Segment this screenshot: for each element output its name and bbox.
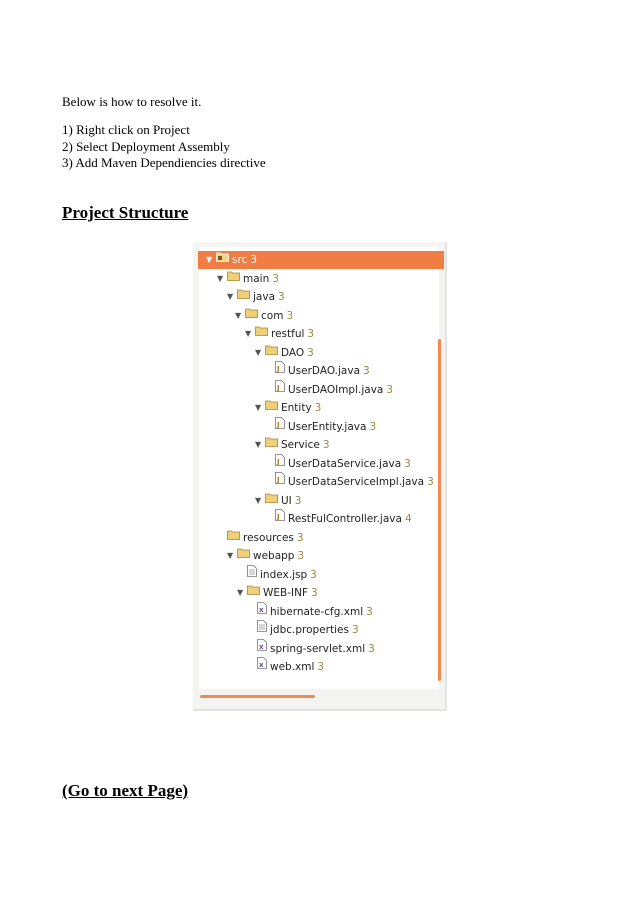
tree-item-label: spring-servlet.xml [270,643,366,655]
expand-arrow-icon[interactable]: ▼ [245,329,252,338]
tree-item-label: UI [281,495,292,507]
tree-item-label: jdbc.properties [270,624,349,636]
folder-icon [237,546,250,564]
svg-text:x: x [259,643,264,651]
java-file-icon [275,361,285,379]
tree-item-label: Service [281,439,320,451]
folder-icon [265,435,278,453]
tree-item-web-inf[interactable] [199,584,318,602]
tree-item-label: index.jsp [260,569,308,581]
svg-text:J: J [277,421,280,429]
tree-item-userdataserviceimpl-java[interactable] [199,473,434,491]
svg-text:J: J [277,365,280,373]
tree-item-label: webapp [253,550,295,562]
folder-icon [227,269,240,287]
tree-item-count: 3 [317,661,325,673]
svg-text:J: J [277,513,280,521]
tree-item-count: 4 [404,513,412,525]
tree-item-src[interactable] [198,251,444,269]
tree-item-count: 3 [297,550,305,562]
tree-item-label: web.xml [270,661,315,673]
tree-item-com[interactable] [199,307,293,325]
tree-item-label: java [253,291,275,303]
tree-item-count: 3 [250,254,258,266]
java-file-icon [275,509,285,527]
expand-arrow-icon[interactable]: ▼ [255,348,262,357]
folder-icon [237,287,250,305]
expand-arrow-icon[interactable]: ▼ [255,403,262,412]
tree-item-java[interactable] [199,288,285,306]
expand-arrow-icon[interactable]: ▼ [227,292,234,301]
tree-item-userentity-java[interactable] [199,418,376,436]
vertical-scrollbar[interactable] [438,339,441,681]
tree-item-restfulcontroller-java[interactable] [199,510,412,528]
tree-item-ui[interactable] [199,492,301,510]
tree-item-userdao-java[interactable] [199,362,370,380]
tree-item-count: 3 [363,365,370,377]
file-icon [257,620,267,638]
tree-item-count: 3 [294,495,302,507]
svg-text:J: J [277,458,280,466]
tree-item-label: UserDAO.java [288,365,361,377]
tree-item-label: UserDataServiceImpl.java [288,476,425,488]
tree-item-resources[interactable] [199,529,304,547]
tree-item-dao[interactable] [199,344,314,362]
tree-item-spring-servlet-xml[interactable] [199,640,375,658]
tree-item-count: 3 [310,569,317,581]
tree-item-entity[interactable] [199,399,321,417]
xml-file-icon [257,639,267,657]
svg-text:J: J [277,384,280,392]
horizontal-scrollbar[interactable] [200,695,315,698]
tree-item-count: 3 [296,532,304,544]
tree-item-count: 3 [278,291,285,303]
tree-item-label: DAO [281,347,305,359]
tree-item-label: restful [271,328,305,340]
tree-item-web-xml[interactable] [199,658,324,676]
tree-item-label: RestFulController.java [288,513,402,525]
xml-file-icon [257,657,267,675]
tree-item-count: 3 [386,384,394,396]
tree-item-count: 3 [272,273,279,285]
step-item: 2) Select Deployment Assembly [62,138,230,154]
tree-item-count: 3 [307,328,315,340]
tree-item-service[interactable] [199,436,330,454]
intro-text: Below is how to resolve it. [62,94,202,109]
folder-icon [227,528,240,546]
java-file-icon [275,380,285,398]
folder-icon [255,324,268,342]
folder-icon [245,306,258,324]
project-tree-screenshot [193,242,447,711]
expand-arrow-icon[interactable]: ▼ [237,588,244,597]
java-file-icon [275,472,285,490]
svg-text:J: J [277,476,280,484]
tree-item-count: 3 [368,643,375,655]
svg-text:x: x [259,661,264,669]
tree-item-count: 3 [427,476,434,488]
tree-item-restful[interactable] [199,325,314,343]
tree-item-jdbc-properties[interactable] [199,621,359,639]
folder-icon [265,491,278,509]
expand-arrow-icon[interactable]: ▼ [217,274,224,283]
tree-item-hibernate-cfg-xml[interactable] [199,603,373,621]
expand-arrow-icon[interactable]: ▼ [206,255,213,264]
tree-item-count: 3 [307,347,314,359]
tree-item-count: 3 [404,458,411,470]
tree-item-label: UserEntity.java [288,421,367,433]
xml-file-icon [257,602,267,620]
tree-item-label: WEB-INF [263,587,308,599]
java-file-icon [275,454,285,472]
tree-item-count: 3 [286,310,294,322]
next-page-heading: (Go to next Page) [62,781,189,800]
tree-item-count: 3 [369,421,377,433]
project-structure-heading: Project Structure [62,203,189,222]
java-file-icon [275,417,285,435]
tree-item-count: 3 [366,606,373,618]
expand-arrow-icon[interactable]: ▼ [227,551,234,560]
tree-item-label: main [243,273,270,285]
tree-item-count: 3 [311,587,318,599]
expand-arrow-icon[interactable]: ▼ [255,440,262,449]
tree-item-userdataservice-java[interactable] [199,455,411,473]
tree-item-main[interactable] [199,270,279,288]
folder-icon [247,583,260,601]
tree-item-count: 3 [351,624,359,636]
file-icon [247,565,257,583]
step-item: 1) Right click on Project [62,122,190,137]
steps-list [62,122,266,172]
tree-item-label: UserDAOImpl.java [288,384,384,396]
tree-item-index-jsp[interactable] [199,566,317,584]
tree-item-label: com [261,310,284,322]
folder-icon [265,343,278,361]
tree-item-webapp[interactable] [199,547,304,565]
tree-item-label: src [232,254,248,266]
step-item: 3) Add Maven Dependiencies directive [62,155,266,170]
folder-icon [265,398,278,416]
tree-item-label: UserDataService.java [288,458,402,470]
project-tree-panel [199,247,439,689]
expand-arrow-icon[interactable]: ▼ [255,496,262,505]
expand-arrow-icon[interactable]: ▼ [235,311,242,320]
tree-item-label: resources [243,532,294,544]
svg-text:x: x [259,606,264,614]
tree-item-userdaoimpl-java[interactable] [199,381,393,399]
tree-item-count: 3 [322,439,330,451]
tree-item-label: Entity [281,402,312,414]
tree-item-label: hibernate-cfg.xml [270,606,364,618]
tree-item-count: 3 [314,402,322,414]
source-folder-icon [216,250,229,268]
